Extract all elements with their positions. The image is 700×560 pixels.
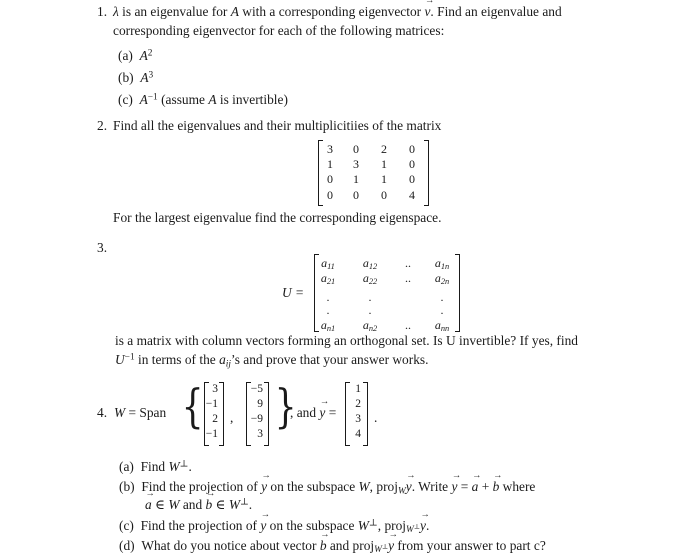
matrix-entry: 0	[353, 188, 359, 202]
matrix-entry: 0	[381, 188, 387, 202]
vector-entry: 2	[355, 398, 361, 410]
matrix-entry: 2	[381, 142, 387, 156]
u-entry: $a_{21}$	[320, 271, 336, 287]
p1-item-b: (b) $A^3$	[118, 70, 154, 85]
p4-item-d: (d) What do you notice about vector → b and proj$_{W^\perp}$→ y from your answer to part c?	[119, 538, 546, 554]
u-entry: .	[440, 290, 444, 304]
u-entry: $a_{2n}$	[434, 271, 450, 287]
u-entry: $a_{n1}$	[320, 318, 336, 334]
matrix-entry: 1	[381, 172, 387, 186]
matrix-entry: 0	[409, 142, 415, 156]
u-entry: .	[368, 303, 372, 317]
comma: ,	[230, 410, 234, 425]
vector-entry: 3	[355, 413, 361, 425]
p1-item-a: (a) $A^2$	[118, 48, 153, 63]
matrix-entry: 3	[327, 142, 333, 156]
matrix-entry: 1	[381, 157, 387, 171]
vector-entry: 4	[355, 428, 361, 440]
matrix-entry: 0	[409, 157, 415, 171]
period: .	[374, 410, 378, 425]
vector-entry: 3	[257, 428, 263, 440]
matrix-entry: 3	[353, 157, 359, 171]
problem-1-line-2: corresponding eigenvector for each of the following matrices:	[113, 23, 445, 38]
u-equals: U =	[282, 285, 305, 300]
matrix-entry: 1	[327, 157, 333, 171]
problem-1-line-1: λ is an eigenvalue for A with a corresponding eigenvector → v. Find an eigenvalue and	[113, 4, 562, 20]
vector-entry: −5	[250, 383, 263, 395]
p4-item-a: (a) Find W⊥.	[119, 459, 192, 474]
problem-3-number: 3.	[97, 240, 108, 255]
vector-entry: 9	[257, 398, 263, 410]
vector-entry: −9	[250, 413, 263, 425]
left-brace: {	[181, 379, 204, 433]
u-entry: ..	[405, 318, 411, 332]
u-entry: $a_{n2}$	[362, 318, 378, 334]
problem-1-number: 1.	[97, 4, 108, 19]
matrix-entry: 1	[353, 172, 359, 186]
vector-entry: 2	[212, 413, 218, 425]
u-entry: $a_{11}$	[321, 256, 335, 272]
u-entry: .	[368, 290, 372, 304]
u-entry: ..	[405, 271, 411, 285]
p4-item-b: (b) Find the projection of → y on the subspace W, proj$_W$→ y. Write → y = → a + → b where	[119, 479, 535, 495]
matrix-entry: 0	[353, 142, 359, 156]
vector-entry: 1	[355, 383, 361, 395]
and-y-label: , and → y =	[290, 405, 336, 421]
p4-item-c: (c) Find the projection of → y on the subspace W⊥, proj$_{W^\perp}$→ y.	[119, 518, 429, 534]
u-entry: $a_{22}$	[362, 271, 378, 287]
problem-2-followup: For the largest eigenvalue find the corresponding eigenspace.	[113, 210, 442, 225]
u-entry: .	[440, 303, 444, 317]
matrix-entry: 0	[409, 172, 415, 186]
vector-entry: −1	[205, 428, 218, 440]
vector-entry: 3	[212, 383, 218, 395]
u-entry: ..	[405, 256, 411, 270]
p1-item-c: (c) $A^{-1}$ (assume A is invertible)	[118, 92, 288, 107]
vector-entry: −1	[205, 398, 218, 410]
right-brace: }	[274, 379, 297, 433]
problem-3-text-2: $U^{-1}$ in terms of the $a_{ij}’s$ and prove that your answer works.	[115, 352, 429, 370]
problem-4-number: 4.	[97, 405, 108, 420]
u-entry: $a_{nn}$	[434, 318, 450, 334]
u-entry: .	[326, 290, 330, 304]
problem-2-number: 2.	[97, 118, 108, 133]
p4-item-b-cont: → a ∈ W and → b ∈ W⊥.	[145, 497, 252, 513]
matrix-entry: 0	[327, 188, 333, 202]
matrix-entry: 4	[409, 188, 415, 202]
u-entry: $a_{12}$	[362, 256, 378, 272]
matrix-entry: 0	[327, 172, 333, 186]
u-entry: $a_{1n}$	[434, 256, 450, 272]
u-entry: .	[326, 303, 330, 317]
problem-3-text-1: is a matrix with column vectors forming an orthogonal set. Is U invertible? If yes, find	[115, 333, 578, 348]
problem-2-intro: Find all the eigenvalues and their multiplicitiies of the matrix	[113, 118, 442, 133]
w-span-label: W = Span	[114, 405, 167, 420]
